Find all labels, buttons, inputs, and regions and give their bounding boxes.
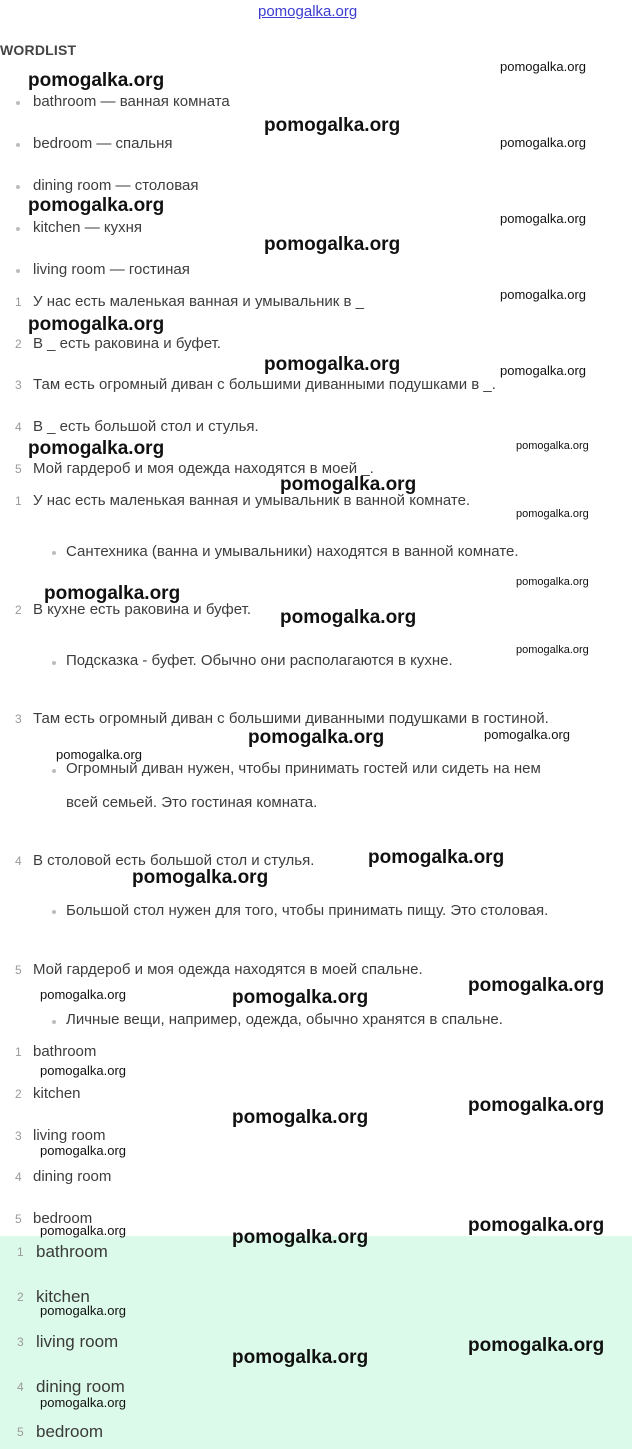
watermark: pomogalka.org — [40, 1395, 126, 1410]
item-number: 3 — [15, 378, 22, 392]
short-answer: kitchen — [33, 1085, 81, 1102]
item-number: 4 — [15, 1170, 22, 1184]
answer-note: Большой стол нужен для того, чтобы принимать пищу. Это столовая. — [66, 902, 549, 919]
answer-note: Сантехника (ванна и умывальники) находятся в ванной комнате. — [66, 543, 519, 560]
watermark: pomogalka.org — [40, 1063, 126, 1078]
task-sentence: В _ есть раковина и буфет. — [33, 335, 221, 352]
final-answer: kitchen — [36, 1287, 90, 1306]
bullet-icon — [16, 227, 20, 231]
answer-note: всей семьей. Это гостиная комната. — [66, 794, 318, 811]
watermark: pomogalka.org — [516, 576, 589, 588]
bullet-icon — [52, 910, 56, 914]
watermark: pomogalka.org — [368, 847, 505, 868]
item-number: 3 — [15, 1129, 22, 1143]
watermark: pomogalka.org — [280, 474, 417, 495]
wordlist-item: dining room — столовая — [33, 177, 199, 194]
short-answer: bedroom — [33, 1210, 93, 1227]
watermark: pomogalka.org — [484, 727, 570, 742]
watermark: pomogalka.org — [28, 70, 165, 91]
watermark: pomogalka.org — [232, 1107, 369, 1128]
watermark: pomogalka.org — [28, 314, 165, 335]
bullet-icon — [52, 1020, 56, 1024]
bullet-icon — [52, 551, 56, 555]
task-sentence: В _ есть большой стол и стулья. — [33, 418, 259, 435]
final-answer: dining room — [36, 1377, 125, 1396]
watermark: pomogalka.org — [516, 508, 589, 520]
watermark: pomogalka.org — [264, 354, 401, 375]
item-number: 5 — [15, 1212, 22, 1226]
bullet-icon — [52, 661, 56, 665]
watermark: pomogalka.org — [40, 1143, 126, 1158]
answer-note: Подсказка - буфет. Обычно они располагаются в кухне. — [66, 652, 453, 669]
watermark: pomogalka.org — [40, 987, 126, 1002]
item-number: 5 — [15, 963, 22, 977]
watermark: pomogalka.org — [516, 440, 589, 452]
watermark: pomogalka.org — [500, 363, 586, 378]
watermark: pomogalka.org — [56, 747, 142, 762]
answer-note: Огромный диван нужен, чтобы принимать гостей или сидеть на нем — [66, 760, 541, 777]
answer-sentence: Там есть огромный диван с большими диванными подушками в гостиной. — [33, 710, 549, 727]
short-answer: bathroom — [33, 1043, 97, 1060]
item-number: 4 — [15, 854, 22, 868]
header-link[interactable]: pomogalka.org — [258, 3, 358, 20]
item-number: 4 — [15, 420, 22, 434]
watermark: pomogalka.org — [28, 195, 165, 216]
watermark: pomogalka.org — [40, 1303, 126, 1318]
task-sentence: Мой гардероб и моя одежда находятся в моей _. — [33, 460, 374, 477]
wordlist-item: living room — гостиная — [33, 261, 190, 278]
watermark: pomogalka.org — [248, 727, 385, 748]
answer-sentence: Мой гардероб и моя одежда находятся в моей спальне. — [33, 961, 423, 978]
wordlist-item: kitchen — кухня — [33, 219, 142, 236]
item-number: 2 — [15, 1087, 22, 1101]
wordlist-item: bathroom — ванная комната — [33, 93, 230, 110]
watermark: pomogalka.org — [516, 644, 589, 656]
answer-sentence: В столовой есть большой стол и стулья. — [33, 852, 315, 869]
section-title: WORDLIST — [0, 42, 77, 58]
item-number: 2 — [17, 1290, 24, 1304]
watermark: pomogalka.org — [44, 583, 181, 604]
short-answer: living room — [33, 1127, 106, 1144]
watermark: pomogalka.org — [232, 1347, 369, 1368]
watermark: pomogalka.org — [468, 1335, 605, 1356]
item-number: 2 — [15, 603, 22, 617]
item-number: 1 — [15, 295, 22, 309]
item-number: 4 — [17, 1380, 24, 1394]
bullet-icon — [52, 769, 56, 773]
watermark: pomogalka.org — [232, 987, 369, 1008]
task-sentence: Там есть огромный диван с большими диванными подушками в _. — [33, 376, 496, 393]
watermark: pomogalka.org — [468, 1095, 605, 1116]
watermark: pomogalka.org — [264, 234, 401, 255]
final-answer: bedroom — [36, 1422, 104, 1441]
item-number: 1 — [15, 1045, 22, 1059]
answer-note: Личные вещи, например, одежда, обычно хранятся в спальне. — [66, 1011, 503, 1028]
watermark: pomogalka.org — [28, 438, 165, 459]
watermark: pomogalka.org — [264, 115, 401, 136]
item-number: 1 — [15, 494, 22, 508]
watermark: pomogalka.org — [500, 287, 586, 302]
watermark: pomogalka.org — [468, 975, 605, 996]
watermark: pomogalka.org — [280, 607, 417, 628]
final-answer: living room — [36, 1332, 119, 1351]
watermark: pomogalka.org — [500, 59, 586, 74]
watermark: pomogalka.org — [132, 867, 269, 888]
final-answer: bathroom — [36, 1242, 108, 1261]
task-sentence: У нас есть маленькая ванная и умывальник в _ — [33, 293, 364, 310]
item-number: 5 — [15, 462, 22, 476]
answer-sentence: В кухне есть раковина и буфет. — [33, 601, 251, 618]
bullet-icon — [16, 185, 20, 189]
item-number: 2 — [15, 337, 22, 351]
bullet-icon — [16, 269, 20, 273]
watermark: pomogalka.org — [500, 211, 586, 226]
short-answer: dining room — [33, 1168, 112, 1185]
wordlist-item: bedroom — спальня — [33, 135, 173, 152]
item-number: 1 — [17, 1245, 24, 1259]
item-number: 3 — [15, 712, 22, 726]
item-number: 3 — [17, 1335, 24, 1349]
bullet-icon — [16, 101, 20, 105]
watermark: pomogalka.org — [468, 1215, 605, 1236]
watermark: pomogalka.org — [40, 1223, 126, 1238]
watermark: pomogalka.org — [500, 135, 586, 150]
item-number: 5 — [17, 1425, 24, 1439]
watermark: pomogalka.org — [232, 1227, 369, 1248]
bullet-icon — [16, 143, 20, 147]
answer-sentence: У нас есть маленькая ванная и умывальник в ванной комнате. — [33, 492, 471, 509]
